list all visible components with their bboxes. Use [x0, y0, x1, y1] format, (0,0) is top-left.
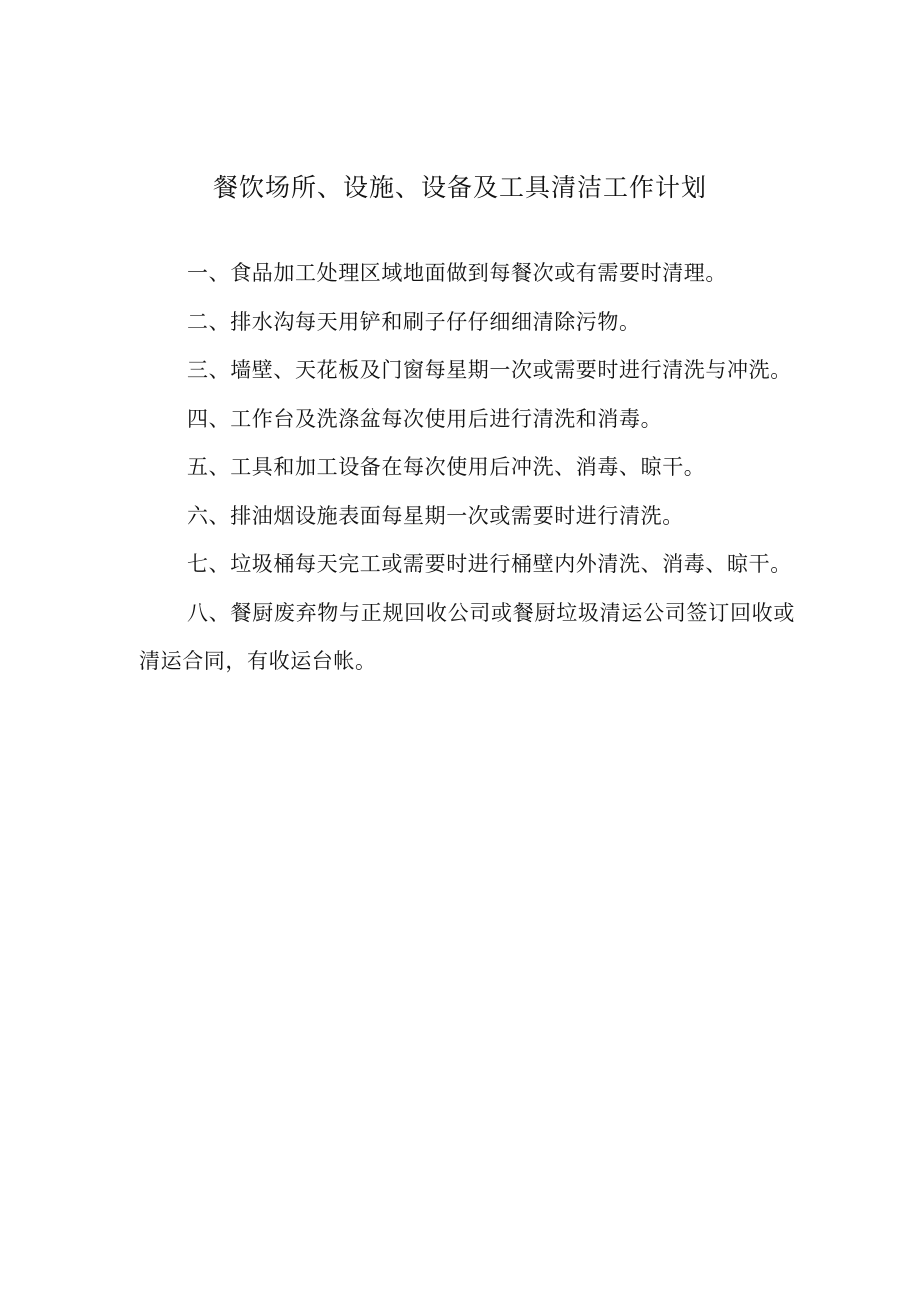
document-body [139, 249, 795, 686]
document-title: 餐饮场所、设施、设备及工具清洁工作计划 [212, 173, 707, 202]
paragraph-1: 一、食品加工处理区域地面做到每餐次或有需要时清理。 [187, 261, 727, 285]
paragraph-2: 二、排水沟每天用铲和刷子仔仔细细清除污物。 [187, 309, 641, 334]
paragraph-3: 三、墙壁、天花板及门窗每星期一次或需要时进行清洗与冲洗。 [187, 358, 792, 382]
paragraph-7: 七、垃圾桶每天完工或需要时进行桶壁内外清洗、消毒、晾干。 [187, 552, 792, 576]
paragraph-4: 四、工作台及洗涤盆每次使用后进行清洗和消毒。 [187, 406, 663, 431]
paragraph-6: 六、排油烟设施表面每星期一次或需要时进行清洗。 [187, 503, 684, 528]
paragraph-8: 八、餐厨废弃物与正规回收公司或餐厨垃圾清运公司签订回收或清运合同，有收运台帐。 [139, 600, 795, 673]
paragraph-5: 五、工具和加工设备在每次使用后冲洗、消毒、晾干。 [187, 455, 706, 479]
